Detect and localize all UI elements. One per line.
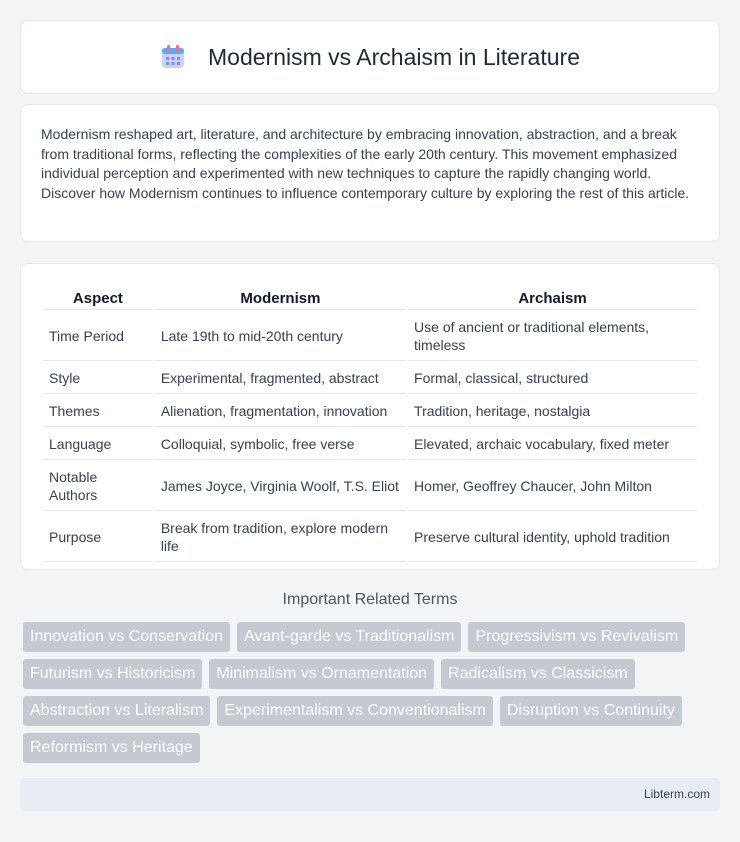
calendar-icon bbox=[160, 44, 186, 70]
related-term-tag[interactable]: Futurism vs Historicism bbox=[23, 659, 202, 689]
table-cell: Notable Authors bbox=[43, 462, 153, 511]
table-row bbox=[43, 396, 697, 427]
related-term-tag[interactable]: Reformism vs Heritage bbox=[23, 733, 200, 763]
column-header-aspect: Aspect bbox=[43, 286, 153, 310]
table-cell: Time Period bbox=[43, 312, 153, 361]
column-header-archaism: Archaism bbox=[408, 286, 697, 310]
title-card bbox=[20, 20, 720, 94]
intro-card bbox=[20, 104, 720, 242]
table-cell: Language bbox=[43, 429, 153, 460]
table-cell: James Joyce, Virginia Woolf, T.S. Eliot bbox=[155, 462, 406, 511]
table-header-row bbox=[43, 286, 697, 310]
related-term-tag[interactable]: Abstraction vs Literalism bbox=[23, 696, 210, 726]
table-cell: Break from tradition, explore modern life bbox=[155, 513, 406, 562]
table-cell: Preserve cultural identity, uphold tradition bbox=[408, 513, 697, 562]
table-cell: Colloquial, symbolic, free verse bbox=[155, 429, 406, 460]
related-term-tag[interactable]: Minimalism vs Ornamentation bbox=[209, 659, 434, 689]
related-term-tag[interactable]: Progressivism vs Revivalism bbox=[468, 622, 685, 652]
table-row bbox=[43, 429, 697, 460]
related-terms-title: Important Related Terms bbox=[282, 591, 458, 608]
table-cell: Use of ancient or traditional elements, timeless bbox=[408, 312, 697, 361]
comparison-card bbox=[20, 263, 720, 570]
table-cell: Formal, classical, structured bbox=[408, 363, 697, 394]
table-row bbox=[43, 462, 697, 511]
related-term-tag[interactable]: Avant-garde vs Traditionalism bbox=[237, 622, 461, 652]
table-cell: Purpose bbox=[43, 513, 153, 562]
related-term-tag[interactable]: Experimentalism vs Conventionalism bbox=[217, 696, 492, 726]
table-cell: Elevated, archaic vocabulary, fixed meter bbox=[408, 429, 697, 460]
table-cell: Tradition, heritage, nostalgia bbox=[408, 396, 697, 427]
related-term-tag[interactable]: Disruption vs Continuity bbox=[500, 696, 682, 726]
column-header-modernism: Modernism bbox=[155, 286, 406, 310]
footer-site-link[interactable]: Libterm.com bbox=[643, 787, 710, 801]
related-terms-list bbox=[23, 622, 723, 763]
table-cell: Style bbox=[43, 363, 153, 394]
related-term-tag[interactable]: Radicalism vs Classicism bbox=[441, 659, 635, 689]
page-title: Modernism vs Archaism in Literature bbox=[208, 43, 580, 70]
footer bbox=[20, 778, 720, 811]
table-row bbox=[43, 312, 697, 361]
table-row bbox=[43, 363, 697, 394]
table-cell: Themes bbox=[43, 396, 153, 427]
table-cell: Experimental, fragmented, abstract bbox=[155, 363, 406, 394]
table-cell: Late 19th to mid-20th century bbox=[155, 312, 406, 361]
table-cell: Homer, Geoffrey Chaucer, John Milton bbox=[408, 462, 697, 511]
related-term-tag[interactable]: Innovation vs Conservation bbox=[23, 622, 230, 652]
comparison-table bbox=[41, 284, 699, 564]
table-cell: Alienation, fragmentation, innovation bbox=[155, 396, 406, 427]
intro-text: Modernism reshaped art, literature, and architecture by embracing innovation, abstraction, and a break from traditional forms, reflecting the complexities of the early 20th century. This movement emphasized individual perception and experimented with new techniques to capture the rapidly changing world. Discover how Modernism continues to influence contemporary culture by exploring the rest of this article. bbox=[41, 126, 690, 201]
table-row bbox=[43, 513, 697, 562]
